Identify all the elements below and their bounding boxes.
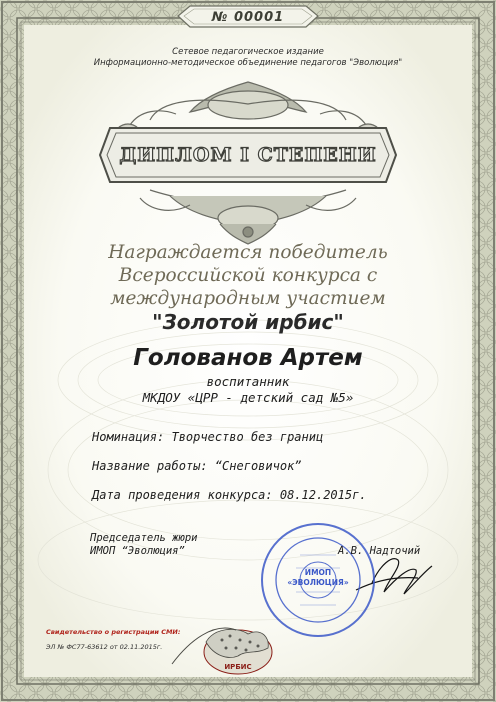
irbis-logo-text: ИРБИС (224, 663, 252, 671)
diploma-title: ДИПЛОМ I СТЕПЕНИ (119, 144, 377, 166)
winner-organization: МКДОУ «ЦРР - детский сад №5» (142, 390, 354, 405)
chairman-organization: ИМОП “Эволюция” (90, 545, 185, 557)
award-line-3: международным участием (110, 288, 386, 309)
stamp-center-line-2: «ЭВОЛЮЦИЯ» (287, 578, 349, 587)
publisher-line-2: Информационно-методическое объединение педагогов "Эволюция" (93, 58, 403, 68)
chairman-name: А.В. Надточий (338, 545, 421, 557)
winner-role: воспитанник (206, 374, 290, 389)
certificate-number: № 00001 (211, 10, 285, 25)
registration-label: Свидетельство о регистрации СМИ: (46, 628, 181, 636)
registration-number: ЭЛ № ФС77-63612 от 02.11.2015г. (46, 643, 163, 651)
chairman-title: Председатель жюри (90, 532, 198, 544)
stamp (262, 568, 374, 588)
award-line-2: Всероссийской конкурса с (118, 265, 378, 286)
winner-name: Голованов Артем (133, 345, 363, 371)
stamp-center-line-1: ИМОП (304, 568, 332, 577)
award-line-1: Награждается победитель (108, 242, 388, 263)
nomination: Номинация: Творчество без границ (92, 430, 324, 444)
contest-name: "Золотой ирбис" (152, 310, 344, 334)
work-title: Название работы: “Снеговичок” (92, 459, 302, 473)
contest-date: Дата проведения конкурса: 08.12.2015г. (92, 488, 367, 502)
publisher-line-1: Сетевое педагогическое издание (172, 47, 324, 57)
